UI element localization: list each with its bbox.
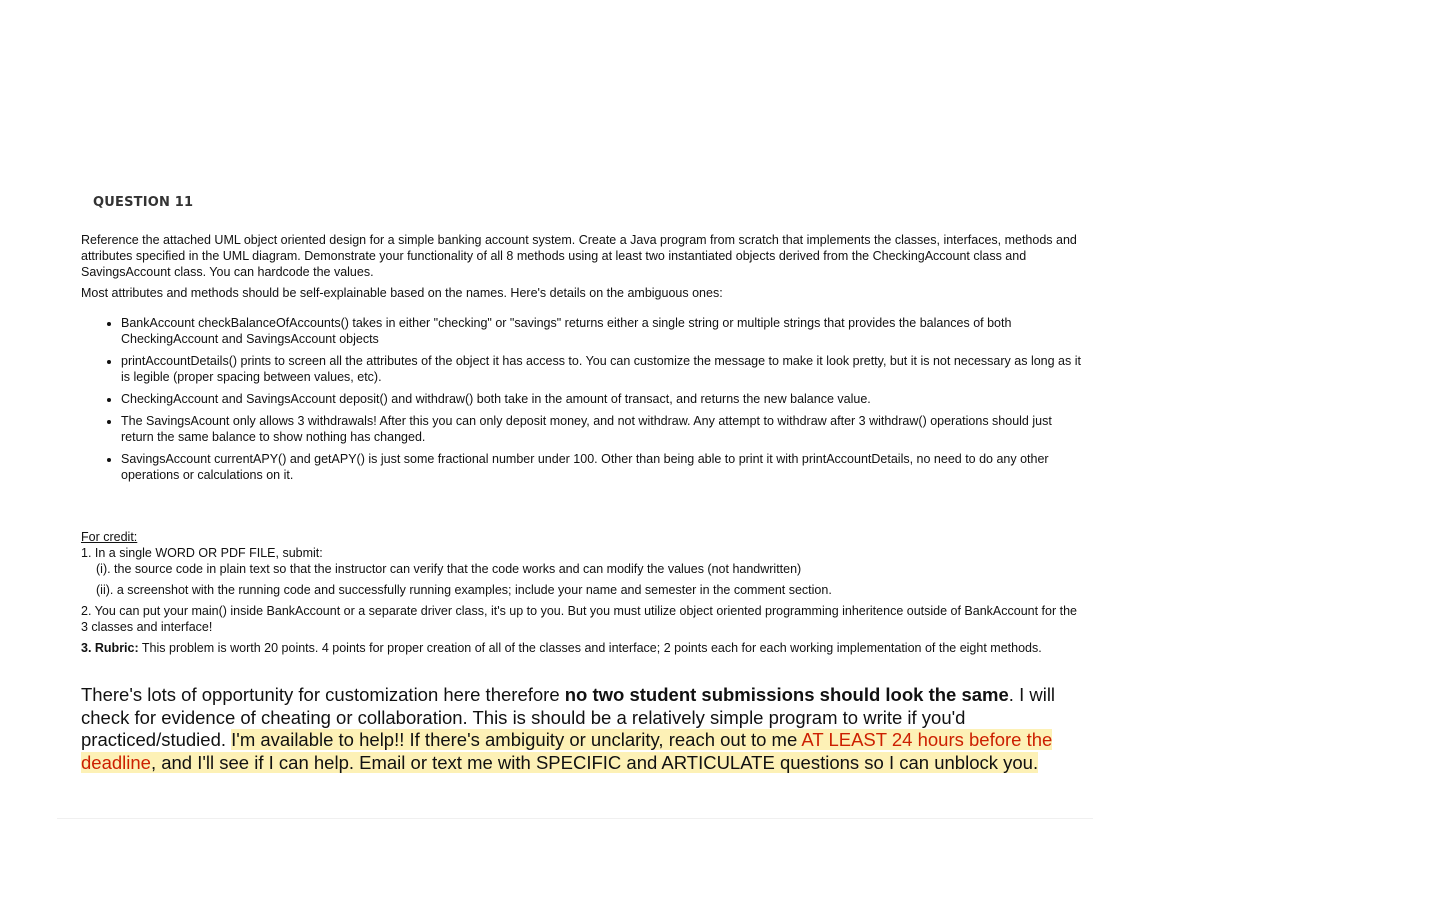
closing-emphasis: no two student submissions should look the same (564, 684, 1009, 705)
question-body (81, 232, 1081, 774)
closing-note (81, 684, 1071, 774)
list-item: • CheckingAccount and SavingsAccount deposit() and withdraw() both take in the amount of transact, and returns the new balance value. (121, 391, 1081, 407)
closing-part-1: There's lots of opportunity for customization here therefore (81, 684, 565, 705)
credit-item-1-i: (i). the source code in plain text so that the instructor can verify that the code works and can modify the values (not handwritten) (96, 562, 802, 576)
credit-item-3 (81, 640, 1081, 656)
credit-item-2: 2. You can put your main() inside BankAccount or a separate driver class, it's up to you. But you must utilize object oriented programming inheritence outside of BankAccount for the 3 classes and interface! (81, 604, 1077, 634)
closing-contact-highlight: , and I'll see if I can help. Email or text me with SPECIFIC and ARTICULATE questions so I can unblock you. (150, 751, 1039, 773)
rubric-label: 3. Rubric: (81, 641, 139, 655)
ambiguous-details-list (81, 315, 1081, 483)
rubric-text: This problem is worth 20 points. 4 points for proper creation of all of the classes and interface; 2 points each for each working implementation of the eight methods. (138, 641, 1042, 655)
list-item: • The SavingsAcount only allows 3 withdrawals! After this you can only deposit money, and not withdraw. Any attempt to withdraw after 3 withdraw() operations should just return the same balance to show nothing has changed. (121, 413, 1081, 445)
list-item: • BankAccount checkBalanceOfAccounts() takes in either "checking" or "savings" returns either a single string or multiple strings that provides the balances of both CheckingAccount and SavingsAccount objects (121, 315, 1081, 347)
intro-paragraph: Reference the attached UML object oriented design for a simple banking account system. Create a Java program from scratch that implements the classes, interfaces, methods and attributes specified in the UML diagram. Demonstrate your functionality of all 8 methods using at least two instantiated objects derived from the CheckingAccount class and SavingsAccount class. You can hardcode the values. (81, 233, 1077, 279)
bottom-divider (57, 818, 1093, 819)
closing-help-highlight: I'm available to help!! If there's ambiguity or unclarity, reach out to me (231, 729, 802, 750)
list-item: • SavingsAccount currentAPY() and getAPY() is just some fractional number under 100. Other than being able to print it with printAccountDetails, no need to do any other operations or calculations on it. (121, 451, 1081, 483)
closing-part-3: . I will check for evidence of cheating or collaboration. This is should be a relatively simple program to write if you'd practiced/studied. (81, 684, 1056, 750)
credit-item-1: 1. In a single WORD OR PDF FILE, submit: (81, 546, 323, 560)
closing-deadline-warning: AT LEAST 24 hours before the deadline (81, 729, 1053, 773)
ambiguous-details-intro: Most attributes and methods should be self-explainable based on the names. Here's details on the ambiguous ones: (81, 286, 723, 300)
question-title: QUESTION 11 (93, 195, 194, 210)
credit-requirements (81, 529, 1081, 656)
credit-heading: For credit: (81, 530, 138, 544)
list-item: • printAccountDetails() prints to screen all the attributes of the object it has access to. You can customize the message to make it look pretty, but it is not necessary as long as it is legible (proper spacing between values, etc). (121, 353, 1081, 385)
credit-item-1-ii: (ii). a screenshot with the running code and successfully running examples; include your name and semester in the comment section. (96, 583, 832, 597)
